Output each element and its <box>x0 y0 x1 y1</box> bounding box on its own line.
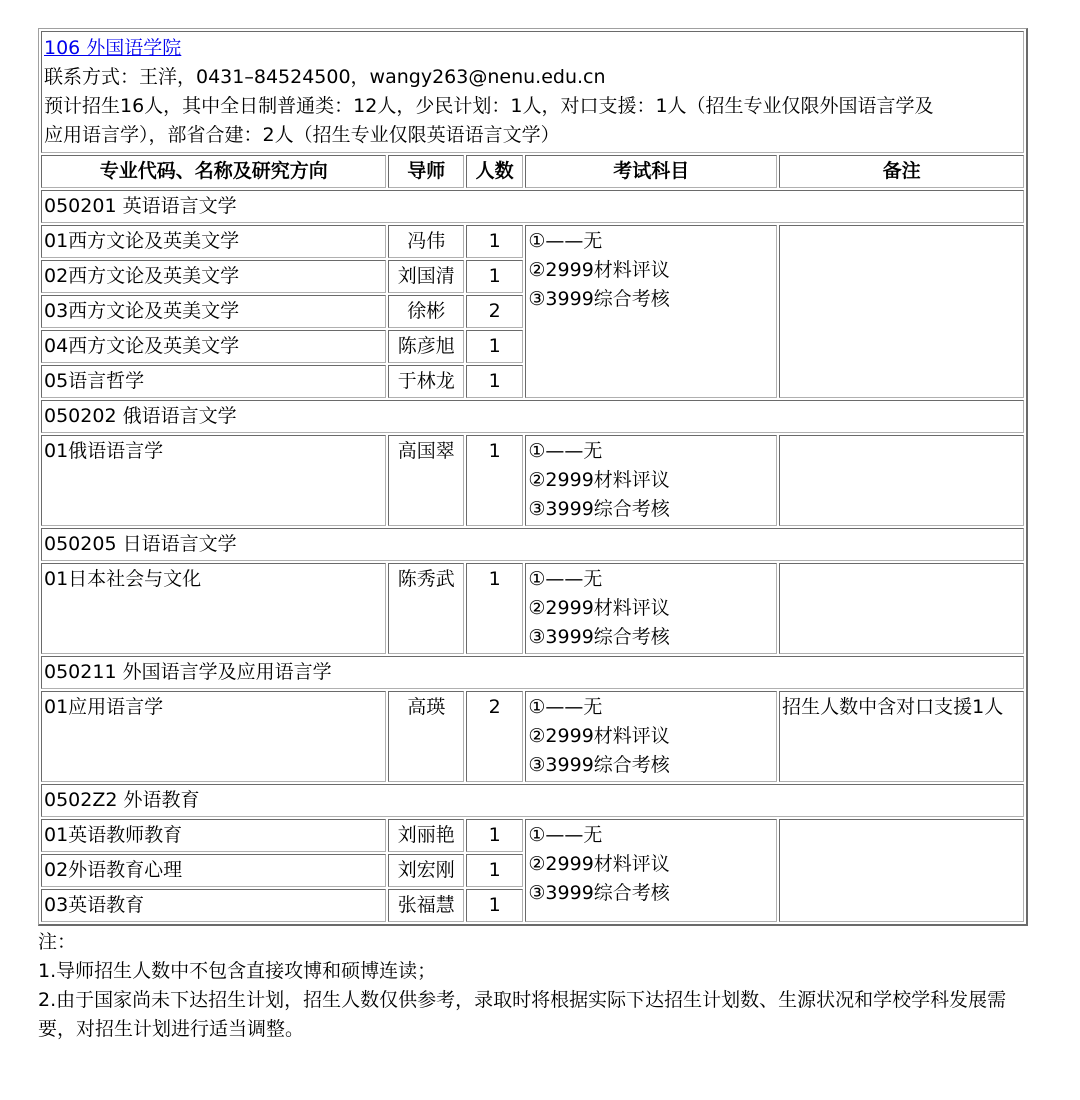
exam-subject-1: ①——无 <box>528 696 603 718</box>
header-remarks: 备注 <box>779 155 1024 188</box>
major-group-row <box>41 656 1024 689</box>
department-info-row <box>41 31 1024 153</box>
major-title: 050202 俄语语言文学 <box>41 400 1024 433</box>
department-info-cell <box>41 31 1024 153</box>
research-direction: 04西方文论及英美文学 <box>41 330 386 363</box>
major-title: 050201 英语语言文学 <box>41 190 1024 223</box>
exam-subject-2: ②2999材料评议 <box>528 725 670 747</box>
exam-subject-1: ①——无 <box>528 230 603 252</box>
research-direction: 02西方文论及英美文学 <box>41 260 386 293</box>
header-advisor: 导师 <box>388 155 464 188</box>
advisor: 陈彦旭 <box>388 330 464 363</box>
enrollment-plan-line1: 预计招生16人，其中全日制普通类：12人，少民计划：1人，对口支援：1人（招生专业仅限外国语言学及 <box>44 95 934 117</box>
note-item-2: 2.由于国家尚未下达招生计划，招生人数仅供参考，录取时将根据实际下达招生计划数、生源状况和学校学科发展需要，对招生计划进行适当调整。 <box>38 989 1007 1040</box>
remarks: 招生人数中含对口支援1人 <box>779 691 1024 782</box>
advisor: 张福慧 <box>388 889 464 922</box>
exam-subject-1: ①——无 <box>528 440 603 462</box>
enrollment-count: 1 <box>466 365 523 398</box>
advisor: 冯伟 <box>388 225 464 258</box>
enrollment-count: 2 <box>466 295 523 328</box>
header-major: 专业代码、名称及研究方向 <box>41 155 386 188</box>
major-group-row <box>41 190 1024 223</box>
advisor: 陈秀武 <box>388 563 464 654</box>
exam-subjects <box>525 819 777 922</box>
exam-subject-2: ②2999材料评议 <box>528 469 670 491</box>
exam-subject-3: ③3999综合考核 <box>528 288 670 310</box>
research-direction: 03英语教育 <box>41 889 386 922</box>
advisor: 徐彬 <box>388 295 464 328</box>
remarks <box>779 819 1024 922</box>
enrollment-plan-line2: 应用语言学），部省合建：2人（招生专业仅限英语语言文学） <box>44 124 560 146</box>
advisor: 刘国清 <box>388 260 464 293</box>
remarks <box>779 435 1024 526</box>
major-title: 050211 外国语言学及应用语言学 <box>41 656 1024 689</box>
admissions-table <box>38 28 1028 926</box>
research-direction: 01英语教师教育 <box>41 819 386 852</box>
exam-subject-2: ②2999材料评议 <box>528 853 670 875</box>
advisor: 于林龙 <box>388 365 464 398</box>
table-row <box>41 225 1024 258</box>
exam-subject-2: ②2999材料评议 <box>528 259 670 281</box>
advisor: 高国翠 <box>388 435 464 526</box>
enrollment-count: 1 <box>466 563 523 654</box>
enrollment-count: 1 <box>466 260 523 293</box>
exam-subjects <box>525 435 777 526</box>
table-header-row <box>41 155 1024 188</box>
enrollment-count: 2 <box>466 691 523 782</box>
exam-subject-1: ①——无 <box>528 568 603 590</box>
header-count: 人数 <box>466 155 523 188</box>
research-direction: 01日本社会与文化 <box>41 563 386 654</box>
enrollment-count: 1 <box>466 889 523 922</box>
exam-subject-2: ②2999材料评议 <box>528 597 670 619</box>
major-group-row <box>41 528 1024 561</box>
contact-info: 联系方式：王洋，0431–84524500，wangy263@nenu.edu.cn <box>44 66 606 88</box>
advisor: 刘宏刚 <box>388 854 464 887</box>
note-item-1: 1.导师招生人数中不包含直接攻博和硕博连读； <box>38 960 437 982</box>
remarks <box>779 225 1024 398</box>
notes-title: 注： <box>38 931 77 953</box>
major-group-row <box>41 784 1024 817</box>
notes-section <box>38 928 1028 1044</box>
table-row <box>41 691 1024 782</box>
table-row <box>41 819 1024 852</box>
research-direction: 02外语教育心理 <box>41 854 386 887</box>
exam-subjects <box>525 225 777 398</box>
enrollment-count: 1 <box>466 854 523 887</box>
exam-subject-3: ③3999综合考核 <box>528 498 670 520</box>
research-direction: 01西方文论及英美文学 <box>41 225 386 258</box>
research-direction: 03西方文论及英美文学 <box>41 295 386 328</box>
remarks <box>779 563 1024 654</box>
enrollment-count: 1 <box>466 330 523 363</box>
admissions-container <box>38 28 1028 1044</box>
major-group-row <box>41 400 1024 433</box>
advisor: 刘丽艳 <box>388 819 464 852</box>
table-row <box>41 435 1024 526</box>
research-direction: 05语言哲学 <box>41 365 386 398</box>
header-exam-subjects: 考试科目 <box>525 155 777 188</box>
exam-subject-1: ①——无 <box>528 824 603 846</box>
department-link[interactable]: 106 外国语学院 <box>44 37 182 59</box>
enrollment-count: 1 <box>466 435 523 526</box>
exam-subject-3: ③3999综合考核 <box>528 754 670 776</box>
exam-subject-3: ③3999综合考核 <box>528 882 670 904</box>
exam-subject-3: ③3999综合考核 <box>528 626 670 648</box>
enrollment-count: 1 <box>466 819 523 852</box>
enrollment-count: 1 <box>466 225 523 258</box>
research-direction: 01应用语言学 <box>41 691 386 782</box>
exam-subjects <box>525 691 777 782</box>
major-title: 0502Z2 外语教育 <box>41 784 1024 817</box>
research-direction: 01俄语语言学 <box>41 435 386 526</box>
advisor: 高瑛 <box>388 691 464 782</box>
table-row <box>41 563 1024 654</box>
major-title: 050205 日语语言文学 <box>41 528 1024 561</box>
exam-subjects <box>525 563 777 654</box>
